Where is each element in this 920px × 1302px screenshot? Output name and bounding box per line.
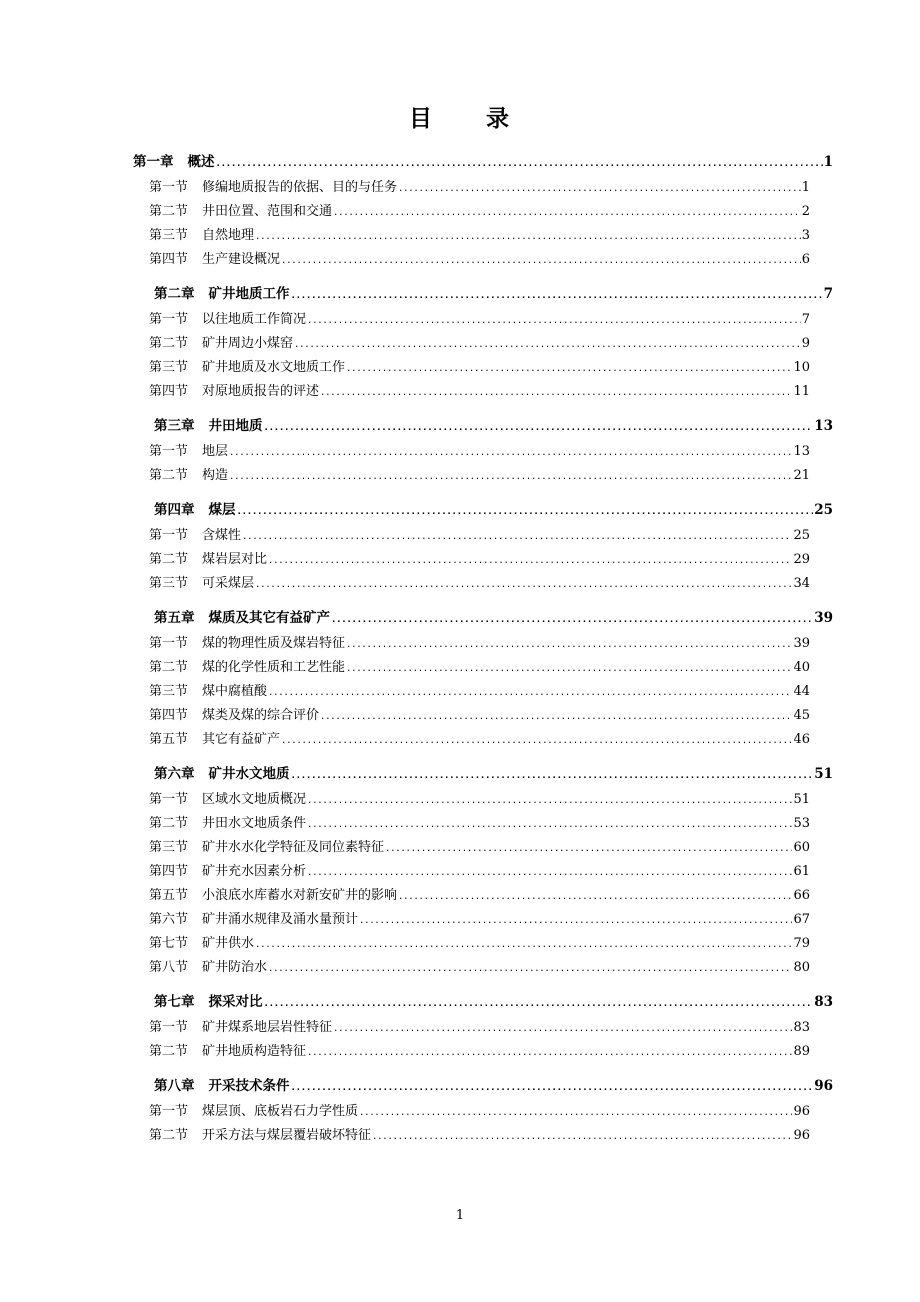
section-number: 第一节 <box>149 792 189 807</box>
section-title: 构造 <box>202 468 229 483</box>
dot-leader <box>291 762 814 790</box>
section-page: 45 <box>793 708 810 723</box>
dot-leader <box>268 549 792 573</box>
section-title: 自然地理 <box>202 228 255 243</box>
dot-leader <box>307 1041 792 1065</box>
section-title: 小浪底水库蓄水对新安矿井的影响 <box>202 888 398 903</box>
section-title: 矿井地质构造特征 <box>202 1044 307 1059</box>
chapter-title: 煤质及其它有益矿产 <box>208 610 330 626</box>
section-title: 开采方法与煤层覆岩破坏特征 <box>202 1128 372 1143</box>
toc-section-entry[interactable] <box>133 704 810 728</box>
section-number: 第一节 <box>149 180 189 195</box>
dot-leader <box>268 681 792 705</box>
chapter-title: 概述 <box>187 154 215 170</box>
chapter-title: 探采对比 <box>208 994 263 1010</box>
dot-leader <box>264 990 814 1018</box>
section-number: 第二节 <box>149 1128 189 1143</box>
chapter-title: 开采技术条件 <box>208 1078 290 1094</box>
section-title: 矿井防治水 <box>202 960 268 975</box>
section-number: 第三节 <box>149 840 189 855</box>
dot-leader <box>346 357 792 381</box>
section-page: 7 <box>801 312 810 327</box>
toc-section-entry[interactable] <box>133 524 810 548</box>
chapter-number: 第八章 <box>154 1078 195 1094</box>
section-title: 修编地质报告的依据、目的与任务 <box>202 180 398 195</box>
section-page: 44 <box>793 684 810 699</box>
toc-chapter-entry[interactable] <box>133 604 833 632</box>
section-title: 对原地质报告的评述 <box>202 384 320 399</box>
dot-leader <box>320 705 792 729</box>
section-title: 煤层顶、底板岩石力学性质 <box>202 1104 359 1119</box>
toc-chapter-entry[interactable] <box>133 280 833 308</box>
section-number: 第四节 <box>149 252 189 267</box>
dot-leader <box>216 150 823 178</box>
toc-section-entry[interactable] <box>133 572 810 596</box>
section-number: 第二节 <box>149 816 189 831</box>
dot-leader <box>294 333 801 357</box>
section-title: 井田位置、范围和交通 <box>202 204 333 219</box>
dot-leader <box>372 1125 792 1149</box>
toc-section-entry[interactable] <box>133 332 810 356</box>
toc-section-entry[interactable] <box>133 248 810 272</box>
toc-chapter-entry[interactable] <box>133 148 833 176</box>
dot-leader <box>320 381 792 405</box>
dot-leader <box>359 1101 792 1125</box>
section-page: 3 <box>801 228 810 243</box>
dot-leader <box>268 957 792 981</box>
dot-leader <box>229 465 792 489</box>
chapter-number: 第一章 <box>133 154 174 170</box>
dot-leader <box>307 309 801 333</box>
section-title: 矿井供水 <box>202 936 255 951</box>
section-number: 第三节 <box>149 360 189 375</box>
section-title: 其它有益矿产 <box>202 732 281 747</box>
chapter-page: 83 <box>814 994 833 1010</box>
section-page: 29 <box>793 552 810 567</box>
section-number: 第八节 <box>149 960 189 975</box>
section-page: 96 <box>793 1128 810 1143</box>
section-number: 第四节 <box>149 708 189 723</box>
section-title: 煤岩层对比 <box>202 552 268 567</box>
section-page: 51 <box>793 792 810 807</box>
toc-section-entry[interactable] <box>133 1040 810 1064</box>
section-number: 第二节 <box>149 1044 189 1059</box>
chapter-page: 51 <box>814 766 833 782</box>
section-number: 第二节 <box>149 552 189 567</box>
page-number: 1 <box>455 1208 465 1223</box>
chapter-title: 井田地质 <box>208 418 263 434</box>
dot-leader <box>333 201 801 225</box>
section-page: 83 <box>793 1020 810 1035</box>
section-page: 67 <box>793 912 810 927</box>
toc-section-entry[interactable] <box>133 728 810 752</box>
section-title: 以往地质工作简况 <box>202 312 307 327</box>
section-page: 10 <box>793 360 810 375</box>
section-title: 煤中腐植酸 <box>202 684 268 699</box>
section-page: 80 <box>793 960 810 975</box>
section-title: 煤的化学性质和工艺性能 <box>202 660 346 675</box>
toc-chapter-entry[interactable] <box>133 1072 833 1100</box>
section-number: 第四节 <box>149 864 189 879</box>
section-number: 第一节 <box>149 1020 189 1035</box>
section-page: 9 <box>801 336 810 351</box>
dot-leader <box>346 657 792 681</box>
section-number: 第一节 <box>149 636 189 651</box>
toc-section-entry[interactable] <box>133 1016 810 1040</box>
section-number: 第六节 <box>149 912 189 927</box>
dot-leader <box>333 1017 792 1041</box>
chapter-page: 39 <box>814 610 833 626</box>
section-number: 第三节 <box>149 576 189 591</box>
chapter-title: 矿井水文地质 <box>208 766 290 782</box>
section-page: 1 <box>801 180 810 195</box>
section-page: 13 <box>793 444 810 459</box>
section-page: 11 <box>793 384 810 399</box>
toc-section-entry[interactable] <box>133 860 810 884</box>
section-number: 第三节 <box>149 684 189 699</box>
page-title-part2: 录 <box>486 105 511 132</box>
chapter-title: 煤层 <box>208 502 236 518</box>
dot-leader <box>281 249 801 273</box>
section-page: 61 <box>793 864 810 879</box>
section-number: 第四节 <box>149 384 189 399</box>
chapter-page: 1 <box>823 154 833 170</box>
toc-section-entry[interactable] <box>133 656 810 680</box>
toc-section-entry[interactable] <box>133 380 810 404</box>
chapter-page: 25 <box>814 502 833 518</box>
dot-leader <box>264 414 814 442</box>
toc-section-entry[interactable] <box>133 176 810 200</box>
section-page: 2 <box>801 204 810 219</box>
section-title: 煤的物理性质及煤岩特征 <box>202 636 346 651</box>
section-page: 79 <box>793 936 810 951</box>
section-page: 6 <box>801 252 810 267</box>
section-page: 96 <box>793 1104 810 1119</box>
toc-section-entry[interactable] <box>133 932 810 956</box>
toc-section-entry[interactable] <box>133 788 810 812</box>
chapter-page: 96 <box>814 1078 833 1094</box>
page-title <box>0 100 920 133</box>
toc-section-entry[interactable] <box>133 548 810 572</box>
section-page: 66 <box>793 888 810 903</box>
section-page: 39 <box>793 636 810 651</box>
section-title: 煤类及煤的综合评价 <box>202 708 320 723</box>
toc-chapter-entry[interactable] <box>133 412 833 440</box>
section-number: 第一节 <box>149 1104 189 1119</box>
section-title: 矿井充水因素分析 <box>202 864 307 879</box>
dot-leader <box>281 729 792 753</box>
chapter-page: 13 <box>814 418 833 434</box>
section-page: 46 <box>793 732 810 747</box>
chapter-number: 第六章 <box>154 766 195 782</box>
section-title: 矿井周边小煤窑 <box>202 336 294 351</box>
section-title: 矿井地质及水文地质工作 <box>202 360 346 375</box>
section-title: 矿井煤系地层岩性特征 <box>202 1020 333 1035</box>
chapter-page: 7 <box>823 286 833 302</box>
dot-leader <box>307 813 792 837</box>
toc-section-entry[interactable] <box>133 884 810 908</box>
toc-section-entry[interactable] <box>133 812 810 836</box>
dot-leader <box>242 525 792 549</box>
toc-section-entry[interactable] <box>133 356 810 380</box>
section-title: 矿井水水化学特征及同位素特征 <box>202 840 385 855</box>
chapter-title: 矿井地质工作 <box>208 286 290 302</box>
section-page: 21 <box>793 468 810 483</box>
section-number: 第一节 <box>149 312 189 327</box>
chapter-number: 第三章 <box>154 418 195 434</box>
section-number: 第二节 <box>149 204 189 219</box>
chapter-number: 第四章 <box>154 502 195 518</box>
section-number: 第二节 <box>149 468 189 483</box>
dot-leader <box>398 177 801 201</box>
toc-section-entry[interactable] <box>133 632 810 656</box>
toc-section-entry[interactable] <box>133 908 810 932</box>
dot-leader <box>237 498 814 526</box>
section-number: 第七节 <box>149 936 189 951</box>
section-number: 第一节 <box>149 444 189 459</box>
section-number: 第五节 <box>149 732 189 747</box>
section-title: 含煤性 <box>202 528 242 543</box>
section-title: 区域水文地质概况 <box>202 792 307 807</box>
section-title: 生产建设概况 <box>202 252 281 267</box>
dot-leader <box>307 789 792 813</box>
section-number: 第二节 <box>149 336 189 351</box>
toc-section-entry[interactable] <box>133 200 810 224</box>
section-number: 第三节 <box>149 228 189 243</box>
toc-section-entry[interactable] <box>133 224 810 248</box>
toc-section-entry[interactable] <box>133 1100 810 1124</box>
section-number: 第一节 <box>149 528 189 543</box>
dot-leader <box>359 909 792 933</box>
section-page: 53 <box>793 816 810 831</box>
dot-leader <box>307 861 792 885</box>
toc-section-entry[interactable] <box>133 680 810 704</box>
dot-leader <box>291 282 823 310</box>
dot-leader <box>255 933 792 957</box>
dot-leader <box>385 837 792 861</box>
section-page: 60 <box>793 840 810 855</box>
section-page: 89 <box>793 1044 810 1059</box>
toc-section-entry[interactable] <box>133 440 810 464</box>
section-number: 第二节 <box>149 660 189 675</box>
section-page: 34 <box>793 576 810 591</box>
section-page: 40 <box>793 660 810 675</box>
toc-section-entry[interactable] <box>133 308 810 332</box>
dot-leader <box>331 606 813 634</box>
page-title-part1: 目 <box>409 105 434 132</box>
dot-leader <box>291 1074 814 1102</box>
section-title: 可采煤层 <box>202 576 255 591</box>
dot-leader <box>229 441 792 465</box>
section-number: 第五节 <box>149 888 189 903</box>
toc-section-entry[interactable] <box>133 464 810 488</box>
section-page: 25 <box>793 528 810 543</box>
section-title: 矿井涌水规律及涌水量预计 <box>202 912 359 927</box>
table-of-contents <box>133 148 833 1148</box>
dot-leader <box>346 633 792 657</box>
dot-leader <box>255 573 792 597</box>
chapter-number: 第二章 <box>154 286 195 302</box>
toc-chapter-entry[interactable] <box>133 760 833 788</box>
toc-chapter-entry[interactable] <box>133 988 833 1016</box>
toc-section-entry[interactable] <box>133 1124 810 1148</box>
dot-leader <box>398 885 792 909</box>
chapter-number: 第五章 <box>154 610 195 626</box>
toc-chapter-entry[interactable] <box>133 496 833 524</box>
toc-section-entry[interactable] <box>133 956 810 980</box>
chapter-number: 第七章 <box>154 994 195 1010</box>
section-title: 地层 <box>202 444 229 459</box>
section-title: 井田水文地质条件 <box>202 816 307 831</box>
toc-section-entry[interactable] <box>133 836 810 860</box>
dot-leader <box>255 225 801 249</box>
